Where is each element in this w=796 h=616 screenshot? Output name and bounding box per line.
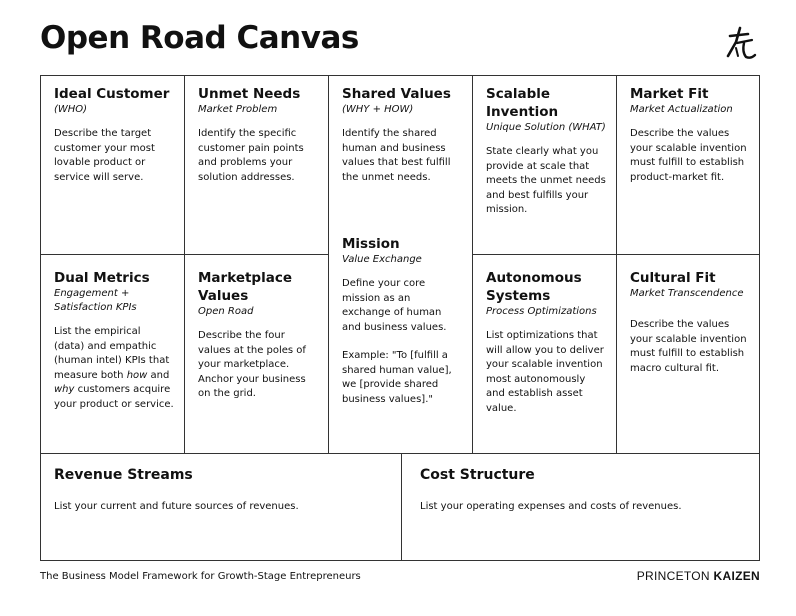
cell-heading: Scalable Invention bbox=[486, 86, 559, 120]
cell-description bbox=[342, 277, 462, 407]
desc-emphasis-how: how bbox=[126, 369, 148, 381]
cell-heading: Cost Structure bbox=[420, 467, 535, 483]
cell-subheading: Open Road bbox=[198, 306, 254, 317]
cell-subheading: Process Optimizations bbox=[486, 306, 597, 317]
cell-description: Describe the four values at the poles of your marketplace. Anchor your business on the grid. bbox=[198, 330, 306, 399]
grid-divider bbox=[401, 453, 402, 561]
cell-description: List your operating expenses and costs of revenues. bbox=[420, 501, 682, 512]
cell-heading: Cultural Fit bbox=[630, 270, 716, 286]
cell-subheading: (WHY + HOW) bbox=[342, 104, 414, 115]
cell-marketplace-values bbox=[185, 260, 328, 453]
cell-subheading: Market Transcendence bbox=[630, 288, 744, 299]
cell-revenue-streams bbox=[41, 454, 401, 561]
footer-brand bbox=[637, 569, 760, 583]
cell-heading: Ideal Customer bbox=[54, 86, 170, 102]
cell-dual-metrics bbox=[41, 260, 184, 453]
cell-subheading: Engagement + Satisfaction KPIs bbox=[54, 288, 137, 313]
cell-ideal-customer bbox=[41, 76, 184, 254]
cell-subheading: (WHO) bbox=[54, 104, 88, 115]
cell-market-fit bbox=[617, 76, 760, 254]
grid-divider bbox=[41, 254, 328, 255]
desc-emphasis-why: why bbox=[54, 384, 75, 395]
cell-autonomous-systems bbox=[473, 260, 616, 453]
cell-cost-structure bbox=[407, 454, 760, 561]
cell-heading: Shared Values bbox=[342, 86, 451, 102]
cell-heading: Mission bbox=[342, 236, 400, 252]
canvas-grid bbox=[40, 75, 760, 561]
cell-heading: Marketplace Values bbox=[198, 270, 292, 304]
cell-description bbox=[54, 325, 174, 412]
cell-heading: Market Fit bbox=[630, 86, 709, 102]
brand-bold: KAIZEN bbox=[713, 569, 760, 583]
cell-subheading: Market Actualization bbox=[630, 104, 733, 115]
cell-description: Identify the shared human and business values that best fulfill the unmet needs. bbox=[342, 128, 451, 183]
cell-mission bbox=[329, 226, 472, 453]
cell-description: Identify the specific customer pain points and problems your solution addresses. bbox=[198, 128, 304, 183]
cell-unmet-needs bbox=[185, 76, 328, 254]
cell-subheading: Value Exchange bbox=[342, 254, 422, 265]
cell-description: State clearly what you provide at scale that meets the unmet needs and best fulfills your mission. bbox=[486, 146, 606, 215]
grid-divider bbox=[472, 254, 760, 255]
cell-description: Describe the values your scalable invention must fulfill to establish macro cultural fit. bbox=[630, 319, 747, 374]
cell-description: Describe the target customer your most lovable product or service will serve. bbox=[54, 128, 155, 183]
cell-subheading: Unique Solution (WHAT) bbox=[486, 122, 606, 133]
cell-description: Describe the values your scalable invention must fulfill to establish product-market fit. bbox=[630, 128, 747, 183]
cell-heading: Unmet Needs bbox=[198, 86, 301, 102]
mission-example: Example: "To [fulfill a shared human value], we [provide shared business values]." bbox=[342, 350, 452, 405]
cell-shared-values bbox=[329, 76, 472, 226]
cell-heading: Dual Metrics bbox=[54, 270, 150, 286]
cell-description: List optimizations that will allow you to deliver your scalable invention most autonomously and establish asset value. bbox=[486, 330, 604, 414]
desc-part: customers acquire your product or service. bbox=[54, 384, 174, 410]
page-title: Open Road Canvas bbox=[40, 20, 359, 56]
cell-description: List your current and future sources of revenues. bbox=[54, 501, 299, 512]
desc-part: List the empirical (data) and empathic (human intel) KPIs that measure both bbox=[54, 326, 170, 381]
cell-heading: Autonomous Systems bbox=[486, 270, 582, 304]
cell-scalable-invention bbox=[473, 76, 616, 254]
mission-definition: Define your core mission as an exchange of human and business values. bbox=[342, 278, 447, 333]
kanji-logo-icon bbox=[724, 26, 758, 62]
cell-cultural-fit bbox=[617, 260, 760, 453]
footer-tagline: The Business Model Framework for Growth-Stage Entrepreneurs bbox=[40, 571, 361, 582]
brand-light: PRINCETON bbox=[636, 569, 710, 583]
cell-subheading: Market Problem bbox=[198, 104, 278, 115]
desc-part: and bbox=[147, 369, 170, 381]
cell-heading: Revenue Streams bbox=[54, 467, 193, 483]
